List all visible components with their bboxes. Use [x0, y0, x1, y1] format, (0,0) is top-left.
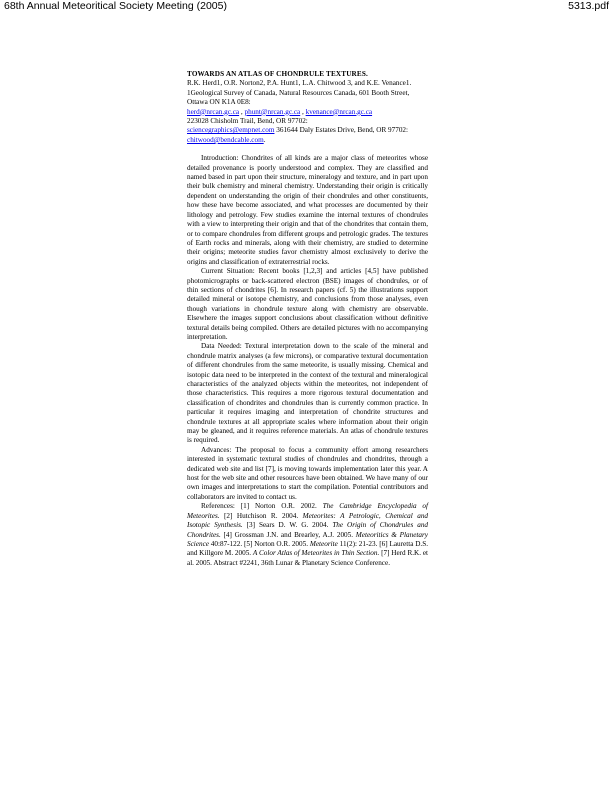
running-header-left: 68th Annual Meteoritical Society Meeting (2005)	[4, 0, 227, 12]
current-heading: Current Situation:	[201, 267, 255, 276]
current-paragraph	[187, 267, 428, 342]
affiliation-3: 361644 Daly Estates Drive, Bend, OR 97702:	[276, 126, 409, 135]
reference-3: [3] Sears D. W. G. 2004.	[246, 521, 329, 530]
author-block: R.K. Herd1, O.R. Norton2, P.A. Hunt1, L.A. Chitwood 3, and K.E. Venance1. 1Geological Survey of Canada, Natural Resources Canada, 601 Booth Street, Ottawa ON K1A 0E8: herd@nrcan.gc.ca , phunt@nrcan.gc.ca , kvenance@nrcan.gc.ca 223028 Chisholm Trail, Bend, OR 97702: sciencegraphics@empnet.com 361644 Daly Estates Drive, Bend, OR 97702: chitwood@bendcable.com.	[187, 79, 412, 144]
reference-7: [7] Herd R.K. et al. 2005. Abstract #2241, 36th Lunar & Planetary Science Conference.	[187, 549, 429, 567]
abstract-column	[187, 70, 428, 568]
data-text: Textural interpretation down to the scale of the mineral and chondrule matrix analyses (a few microns), or comparative textural documentation of different chondrules from the same meteorite, is usually missing. Chemical and isotopic data need to be interpreted in the context of the textural and mineralogical characteristics of the analyzed objects within the meteorites, not independent of those characteristics. This requires a more rigorous textural documentation and classification of chondrites and chondrules than is currently common practice. In particular it requires imaging and interpretation of chondrite structures and chondrule textures at all appropriate scales where information about their origin may be gleaned, and it requires reference materials. An atlas of chondrule textures is required.	[187, 342, 428, 445]
references-paragraph	[187, 502, 428, 568]
advances-text: The proposal to focus a community effort among researchers interested in systematic textural studies of chondrules and chondrites, through a dedicated web site and list [7], is moving towards implementation later this year. A host for the web site and other resources have been obtained. We have many of our own images and interpretations to start the compilation. Potential contributors and collaborators are invited to contact us.	[187, 445, 429, 501]
advances-paragraph	[187, 446, 428, 502]
reference-2: [2] Hutchison R. 2004.	[224, 511, 299, 520]
reference-6-title: A Color Atlas of Meteorites in Thin Section.	[252, 549, 380, 558]
reference-4-end: 40:87-122.	[210, 539, 243, 548]
reference-5-end: 11(2): 21-23.	[339, 539, 378, 548]
intro-text: Chondrites of all kinds are a major class of meteorites whose detailed provenance is poorly understood and complex. They are classified and named based in part upon their structure, mineralogy and texture, and in part upon their bulk chemistry and mineral chemistry. Understanding their origin is critically dependent on understanding the origin of their chondrules and other constituents, how these have become associated, and what processes are documented by their lithology and petrology. Few studies examine the internal textures of chondrules with a view to interpreting their origin and that of the chondrites that contain them, or to compare chondrules from different groups and petrologic grades. The textures of Earth rocks and minerals, along with their chemistry, are studied to determine their origins; meteorite studies favor chemistry almost exclusively to derive the origins and classification of extraterrestrial rocks.	[187, 154, 429, 266]
reference-1-title: The Cambridge Encyclopedia of Meteorites.	[187, 502, 428, 520]
references-heading: References:	[201, 502, 235, 511]
affiliation-1: 1Geological Survey of Canada, Natural Resources Canada, 601 Booth Street, Ottawa ON K1A 0E8:	[187, 88, 410, 107]
current-text: Recent books [1,2,3] and articles [4,5] have published photomicrographs or back-scattered electron (BSE) images of chondrules, or of thin sections of chondrites [6]. In research papers (cf. 5) the illustrations support detailed mineral or isotope chemistry, and conclusions from those analyses, even though variations in chondrule texture along with chemistry are observable. Elsewhere the images support conclusions about classification without definitive textural details being compiled. Others are detailed pictures with no accompanying interpretation.	[187, 267, 428, 341]
reference-5: [5] Norton O.R. 2005.	[243, 539, 309, 548]
affiliation-2: 223028 Chisholm Trail, Bend, OR 97702:	[187, 117, 308, 126]
reference-2-title: Meteorites: A Petrologic, Chemical and Isotopic Synthesis.	[187, 511, 429, 530]
email-link-phunt[interactable]: phunt@nrcan.gc.ca	[244, 107, 301, 116]
email-link-chitwood[interactable]: chitwood@bendcable.com	[187, 135, 264, 144]
running-header-right: 5313.pdf	[568, 0, 609, 12]
data-heading: Data Needed:	[201, 342, 242, 351]
advances-heading: Advances:	[201, 445, 232, 454]
email-link-kvenance[interactable]: kvenance@nrcan.gc.ca	[305, 107, 373, 116]
reference-4-journal: Meteoritics & Planetary Science	[187, 530, 428, 548]
reference-5-journal: Meteorite	[309, 539, 338, 548]
reference-1: [1] Norton O.R. 2002.	[240, 502, 317, 511]
reference-4: [4] Grossman J.N. and Brearley, A.J. 2005.	[223, 530, 354, 539]
data-paragraph	[187, 342, 428, 445]
intro-paragraph	[187, 154, 428, 267]
reference-6: [6] Lauretta D.S. and Killgore M. 2005.	[187, 539, 429, 558]
paper-title: TOWARDS AN ATLAS OF CHONDRULE TEXTURES.	[187, 70, 368, 78]
email-link-sciencegraphics[interactable]: sciencegraphics@empnet.com	[187, 126, 275, 135]
reference-3-title: The Origin of Chondrules and Chondrites.	[187, 521, 429, 539]
author-list: R.K. Herd1, O.R. Norton2, P.A. Hunt1, L.A. Chitwood 3, and K.E. Venance1.	[187, 79, 412, 88]
email-link-herd[interactable]: herd@nrcan.gc.ca	[187, 107, 240, 116]
intro-heading: Introduction:	[201, 154, 239, 163]
